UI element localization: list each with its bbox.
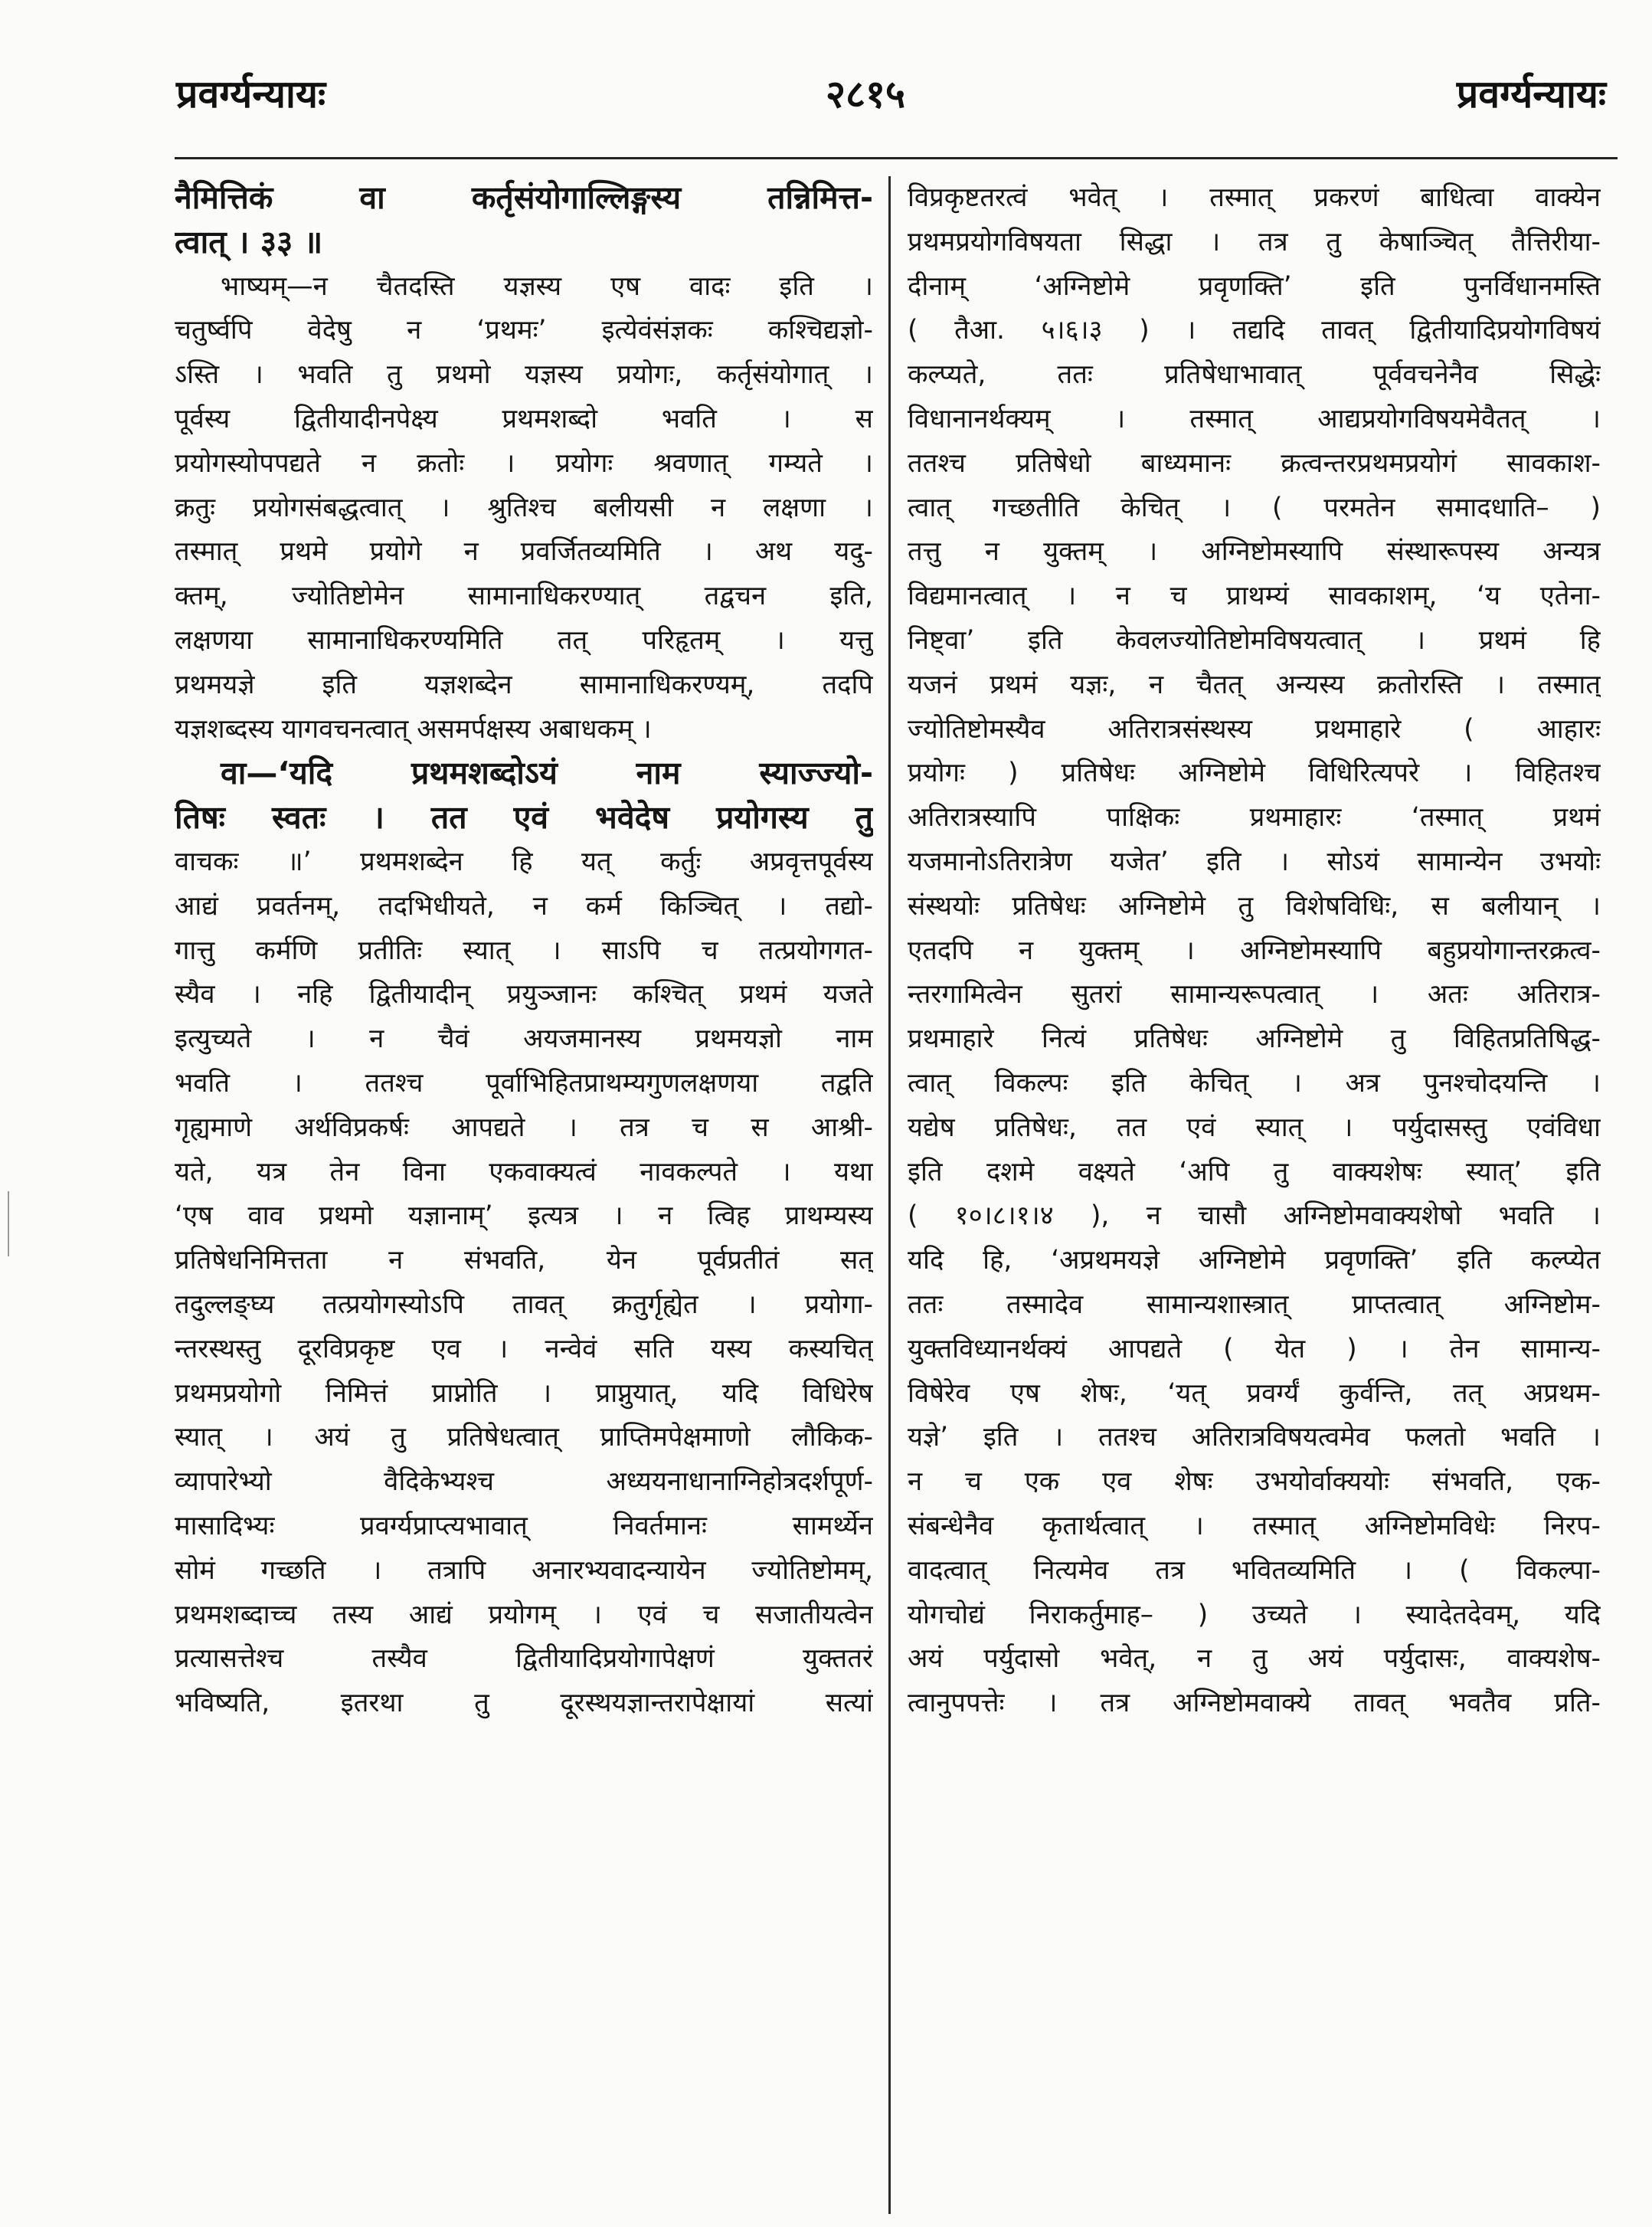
text-line: निष्ट्वा’ इति केवलज्योतिष्टोमविषयत्वात् । प्रथमं हि [908, 624, 1601, 656]
text-line: तस्मात् प्रथमे प्रयोगे न प्रवर्जितव्यमिति । अथ यदु- [175, 536, 873, 568]
text-line: यदि हि, ‘अप्रथमयज्ञे अग्निष्टोमे प्रवृणक्ति’ इति कल्प्येत [908, 1245, 1601, 1276]
text-line: क्तम्, ज्योतिष्टोमेन सामानाधिकरण्यात् तद्वचन इति, [175, 581, 873, 612]
text-line: व्यापारेभ्यो वैदिकेभ्यश्च अध्ययनाधानाग्निहोत्रदर्शपूर्ण- [175, 1466, 873, 1498]
text-line: ‘एष वाव प्रथमो यज्ञानाम्’ इत्यत्र । न त्विह प्राथम्यस्य [175, 1200, 873, 1232]
text-line: भविष्यति, इतरथा तु दूरस्थयज्ञान्तरापेक्षायां सत्यां [175, 1688, 873, 1719]
text-line: कल्प्यते, ततः प्रतिषेधाभावात् पूर्ववचनेनैव सिद्धेः [908, 359, 1601, 391]
text-line: स्यैव । नहि द्वितीयादीन् प्रयुञ्जानः कश्चित् प्रथमं यजते [175, 979, 873, 1010]
text-line: विप्रकृष्टतरत्वं भवेत् । तस्मात् प्रकरणं बाधित्वा वाक्येन [908, 182, 1601, 213]
text-line: ततः तस्मादेव सामान्यशास्त्रात् प्राप्तत्वात् अग्निष्टोम- [908, 1289, 1601, 1320]
text-line: क्रतुः प्रयोगसंबद्धत्वात् । श्रुतिश्च बलीयसी न लक्षणा । [175, 492, 873, 523]
text-line: यजनं प्रथमं यज्ञः, न चैतत् अन्यस्य क्रतोरस्ति । तस्मात् [908, 669, 1601, 700]
text-line: वाचकः ॥’ प्रथमशब्देन हि यत् कर्तुः अप्रवृत्तपूर्वस्य [175, 846, 873, 877]
text-line: विषेरेव एष शेषः, ‘यत् प्रवर्ग्यं कुर्वन्ति, तत् अप्रथम- [908, 1377, 1601, 1409]
text-line: गृह्यमाणे अर्थविप्रकर्षः आपद्यते । तत्र च स आश्री- [175, 1112, 873, 1143]
text-line: मासादिभ्यः प्रवर्ग्यप्राप्त्यभावात् निवर्तमानः सामर्थ्येन [175, 1510, 873, 1541]
text-line: चतुर्ष्वपि वेदेषु न ‘प्रथमः’ इत्येवंसंज्ञकः कश्चिद्यज्ञो- [175, 315, 873, 346]
text-line: त्वात् गच्छतीति केचित् । ( परमतेन समादधाति– ) [908, 492, 1601, 523]
margin-mark [8, 1191, 9, 1256]
text-line: न्तरस्थस्तु दूरविप्रकृष्ट एव । नन्वेवं सति यस्य कस्यचित् [175, 1333, 873, 1364]
text-line: प्रथमाहारे नित्यं प्रतिषेधः अग्निष्टोमे तु विहितप्रतिषिद्ध- [908, 1023, 1601, 1055]
text-line: इत्युच्यते । न चैवं अयजमानस्य प्रथमयज्ञो नाम [175, 1023, 873, 1055]
text-line: प्रयोगस्योपपद्यते न क्रतोः । प्रयोगः श्रवणात् गम्यते । [175, 447, 873, 479]
text-line: लक्षणया सामानाधिकरण्यमिति तत् परिहृतम् । यत्तु [175, 624, 873, 656]
text-line: यज्ञे’ इति । ततश्च अतिरात्रविषयत्वमेव फलतो भवति । [908, 1422, 1601, 1453]
text-line: ( तैआ. ५।६।३ ) । तद्यदि तावत् द्वितीयादिप्रयोगविषयं [908, 315, 1601, 346]
text-line: भवति । ततश्च पूर्वाभिहितप्राथम्यगुणलक्षणया तद्वति [175, 1067, 873, 1099]
running-header-left: प्रवर्ग्यन्यायः [176, 72, 326, 116]
text-line: स्यात् । अयं तु प्रतिषेधत्वात् प्राप्तिमपेक्षमाणो लौकिक- [175, 1422, 873, 1453]
text-line: प्रथमयज्ञे इति यज्ञशब्देन सामानाधिकरण्यम्, तदपि [175, 669, 873, 700]
text-line: एतदपि न युक्तम् । अग्निष्टोमस्यापि बहुप्रयोगान्तरक्रत्व- [908, 935, 1601, 966]
text-line: यजमानोऽतिरात्रेण यजेत’ इति । सोऽयं सामान्येन उभयोः [908, 846, 1601, 877]
running-header-right: प्रवर्ग्यन्यायः [1456, 72, 1606, 116]
text-line: अतिरात्रस्यापि पाक्षिकः प्रथमाहारः ‘तस्मात् प्रथमं [908, 802, 1601, 833]
text-line: प्रथमशब्दाच्च तस्य आद्यं प्रयोगम् । एवं च सजातीयत्वेन [175, 1599, 873, 1630]
text-line: विधानानर्थक्यम् । तस्मात् आद्यप्रयोगविषयमेवैतत् । [908, 403, 1601, 434]
text-line: न च एक एव शेषः उभयोर्वाक्ययोः संभवति, एक- [908, 1466, 1601, 1498]
text-line: प्रथमप्रयोगो निमित्तं प्राप्नोति । प्राप्नुयात्, यदि विधिरेष [175, 1377, 873, 1409]
verse-line: तिषः स्वतः । तत एवं भवेदेष प्रयोगस्य तु [175, 799, 873, 837]
page-number: २८१५ [826, 72, 905, 116]
text-line: तत्तु न युक्तम् । अग्निष्टोमस्यापि संस्थारूपस्य अन्यत्र [908, 536, 1601, 568]
right-column [908, 176, 1601, 1726]
text-line: योगचोद्यं निराकर्तुमाह– ) उच्यते । स्यादेतदेवम्, यदि [908, 1599, 1601, 1630]
text-line: गात्तु कर्मणि प्रतीतिः स्यात् । साऽपि च तत्प्रयोगगत- [175, 935, 873, 966]
text-line: वादत्वात् नित्यमेव तत्र भवितव्यमिति । ( विकल्पा- [908, 1554, 1601, 1586]
header-rule [175, 157, 1618, 159]
verse-line: वा—‘यदि प्रथमशब्दोऽयं नाम स्याज्ज्यो- [221, 755, 873, 792]
text-line: प्रतिषेधनिमित्तता न संभवति, येन पूर्वप्रतीतं सत् [175, 1245, 873, 1276]
sutra-line: नैमित्तिकं वा कर्तृसंयोगाल्लिङ्गस्य तन्निमित्त- [175, 179, 873, 216]
text-line: यते, यत्र तेन विना एकवाक्यत्वं नावकल्पते । यथा [175, 1156, 873, 1187]
text-line: प्रत्यासत्तेश्च तस्यैव द्वितीयादिप्रयोगापेक्षणं युक्ततरं [175, 1643, 873, 1675]
text-line: युक्तविध्यानर्थक्यं आपद्यते ( येत ) । तेन सामान्य- [908, 1333, 1601, 1364]
text-line: सोमं गच्छति । तत्रापि अनारभ्यवादन्यायेन ज्योतिष्टोमम्, [175, 1554, 873, 1586]
text-line: तदुल्लङ्घ्य तत्प्रयोगस्योऽपि तावत् क्रतुर्गृह्येत । प्रयोगा- [175, 1289, 873, 1320]
text-line: प्रथमप्रयोगविषयता सिद्धा । तत्र तु केषाञ्चित् तैत्तिरीया- [908, 226, 1601, 257]
text-line: आद्यं प्रवर्तनम्, तदभिधीयते, न कर्म किञ्चित् । तद्यो- [175, 890, 873, 922]
text-line: दीनाम् ‘अग्निष्टोमे प्रवृणक्ति’ इति पुनर्विधानमस्ति [908, 270, 1601, 302]
text-line: संस्थयोः प्रतिषेधः अग्निष्टोमे तु विशेषविधिः, स बलीयान् । [908, 890, 1601, 922]
text-line: ततश्च प्रतिषेधो बाध्यमानः क्रत्वन्तरप्रथमप्रयोगं सावकाश- [908, 447, 1601, 479]
text-line: ऽस्ति । भवति तु प्रथमो यज्ञस्य प्रयोगः, कर्तृसंयोगात् । [175, 359, 873, 391]
sutra-line: त्वात् । ३३ ॥ [175, 223, 323, 260]
text-line: अयं पर्युदासो भवेत्, न तु अयं पर्युदासः, वाक्यशेष- [908, 1643, 1601, 1675]
text-line: त्वात् विकल्पः इति केचित् । अत्र पुनश्चोदयन्ति । [908, 1067, 1601, 1099]
left-column [175, 176, 873, 1726]
text-line: यज्ञशब्दस्य यागवचनत्वात् असमर्पक्षस्य अबाधकम् । [175, 713, 652, 745]
text-line: विद्यमानत्वात् । न च प्राथम्यं सावकाशम्, ‘य एतेना- [908, 581, 1601, 612]
text-line: भाष्यम्—न चैतदस्ति यज्ञस्य एष वादः इति । [221, 270, 873, 302]
text-line: इति दशमे वक्ष्यते ‘अपि तु वाक्यशेषः स्यात्’ इति [908, 1156, 1601, 1187]
text-line: ज्योतिष्टोमस्यैव अतिरात्रसंस्थस्य प्रथमाहारे ( आहारः [908, 713, 1601, 745]
text-line: त्वानुपपत्तेः । तत्र अग्निष्टोमवाक्ये तावत् भवतैव प्रति- [908, 1688, 1601, 1719]
text-line: प्रयोगः ) प्रतिषेधः अग्निष्टोमे विधिरित्यपरे । विहितश्च [908, 758, 1601, 789]
text-line: यद्येष प्रतिषेधः, तत एवं स्यात् । पर्युदासस्तु एवंविधा [908, 1112, 1601, 1143]
text-line: संबन्धेनैव कृतार्थत्वात् । तस्मात् अग्निष्टोमविधेः निरप- [908, 1510, 1601, 1541]
text-line: ( १०।८।१।४ ), न चासौ अग्निष्टोमवाक्यशेषो भवति । [908, 1200, 1601, 1232]
text-line: न्तरगामित्वेन सुतरां सामान्यरूपत्वात् । अतः अतिरात्र- [908, 979, 1601, 1010]
column-divider [888, 176, 891, 2214]
text-line: पूर्वस्य द्वितीयादीनपेक्ष्य प्रथमशब्दो भवति । स [175, 403, 873, 434]
